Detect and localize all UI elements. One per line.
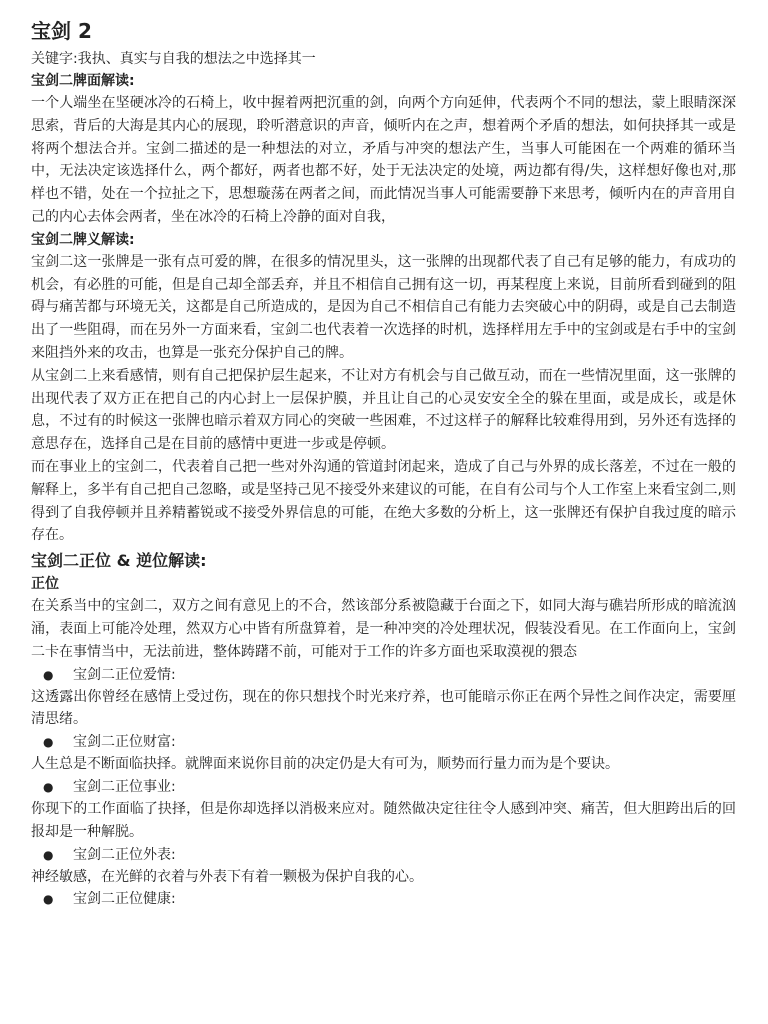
bullet-item (31, 664, 736, 686)
section-heading-card-face: 宝剑二牌面解读: (31, 73, 135, 89)
card-face-paragraph: 一个人端坐在坚硬冰冷的石椅上，收中握着两把沉重的剑，向两个方向延伸，代表两个不同的想法，蒙上眼睛深深思索，背后的大海是其内心的展现，聆听潜意识的声音，倾听内在之声，想着两个矛盾的想法，如何抉择其一或是将两个想法合并。宝剑二描述的是一种想法的对立，矛盾与冲突的想法产生，当事人可能困在一个两难的循环当中，无法决定该选择什么，两个都好，两者也都不好，处于无法决定的处境，两边都有得/失，这样想好像也对,那样也不错，处在一个拉扯之下，思想璇荡在两者之间，而此情况当事人可能需要静下来思考，倾听内在的声音用自己的内心去体会两者，坐在冰冷的石椅上冷静的面对自我， (31, 95, 736, 225)
bullet-label: 宝剑二正位外表: (73, 846, 176, 863)
bullet-text: 神经敏感，在光鲜的衣着与外表下有着一颗极为保护自我的心。 (31, 868, 423, 885)
bullet-dot-icon: ● (43, 735, 54, 750)
bullet-label: 宝剑二正位财富: (73, 734, 176, 751)
bullet-label: 宝剑二正位爱情: (73, 666, 176, 683)
card-meaning-paragraph-1: 宝剑二这一张牌是一张有点可爱的牌，在很多的情况里头，这一张牌的出现都代表了自己有足够的能力，有成功的机会，有必胜的可能，但是自己却全部丢弃，并且不相信自己拥有这一切，再某程度上来说，目前所看到碰到的阻碍与痛苦都与环境无关，这都是自己所造成的，是因为自己不相信自己有能力去突破心中的阴碍，或是自己去制造出了一些阻碍，而在另外一方面来看，宝剑二也代表着一次选择的时机，选择样用左手中的宝剑或是右手中的宝剑来阻挡外来的攻击，也算是一张充分保护自己的牌。 (31, 253, 736, 361)
bullet-text: 人生总是不断面临抉择。就牌面来说你目前的决定仍是大有可为，顺势而行量力而为是个要诀。 (31, 756, 619, 773)
card-meaning-paragraph-love: 从宝剑二上来看感情，则有自己把保护层生起来，不让对方有机会与自己做互动，而在一些情况里面，这一张牌的出现代表了双方正在把自己的内心封上一层保护膜，并且让自己的心灵安安全全的躲在里面，或是成长，或是休息，不过有的时候这一张牌也暗示着双方同心的突破一些困难，不过这样子的解释比较难得用到，另外还有选择的意思存在，选择自己是在目前的感情中更进一步或是停顿。 (31, 367, 736, 453)
upright-subheading: 正位 (31, 576, 59, 593)
keywords-line: 关键字:我执、真实与自我的想法之中选择其一 (31, 51, 316, 67)
bullet-item (31, 844, 736, 866)
upright-intro-paragraph: 在关系当中的宝剑二，双方之间有意见上的不合，然该部分系被隐藏于台面之下，如同大海与礁岩所形成的暗流汹涌，表面上可能冷处理，然双方心中皆有所盘算着，是一种冲突的冷处理状况，假装没看见。在工作面向上，宝剑二卡在事情当中，无法前进，整体踌躇不前，可能对于工作的许多方面也采取漠视的猥态 (31, 598, 736, 660)
bullet-item (31, 776, 736, 798)
bullet-text: 这透露出你曾经在感情上受过伤，现在的你只想找个时光来疗养，也可能暗示你正在两个异性之间作决定，需要厘清思绪。 (31, 688, 736, 728)
bullet-text: 你现下的工作面临了抉择，但是你却选择以消极来应对。随然做决定往往令人感到冲突、痛苦，但大胆跨出后的回报却是一种解脱。 (31, 800, 736, 840)
bullet-dot-icon: ● (43, 667, 54, 682)
card-meaning-paragraph-career: 而在事业上的宝剑二，代表着自己把一些对外沟通的管道封闭起来，造成了自己与外界的成长落差，不过在一般的解释上，多半有自己把自己忽略，或是坚持己见不接受外来建议的可能，在自有公司与个人工作室上来看宝剑二,则得到了自我停顿并且养精蓄锐或不接受外界信息的可能，在绝大多数的分析上，这一张牌还有保护自我过度的暗示存在。 (31, 458, 736, 544)
bullet-item (31, 888, 736, 910)
bullet-label: 宝剑二正位事业: (73, 778, 176, 795)
bullet-item (31, 731, 736, 753)
bullet-dot-icon: ● (43, 779, 54, 794)
section-heading-positions: 宝剑二正位 & 逆位解读: (31, 551, 207, 571)
section-heading-card-meaning: 宝剑二牌义解读: (31, 231, 135, 248)
bullet-label: 宝剑二正位健康: (73, 891, 176, 908)
bullet-dot-icon: ● (43, 892, 54, 907)
bullet-dot-icon: ● (43, 847, 54, 862)
page-title: 宝剑 2 (31, 19, 92, 43)
